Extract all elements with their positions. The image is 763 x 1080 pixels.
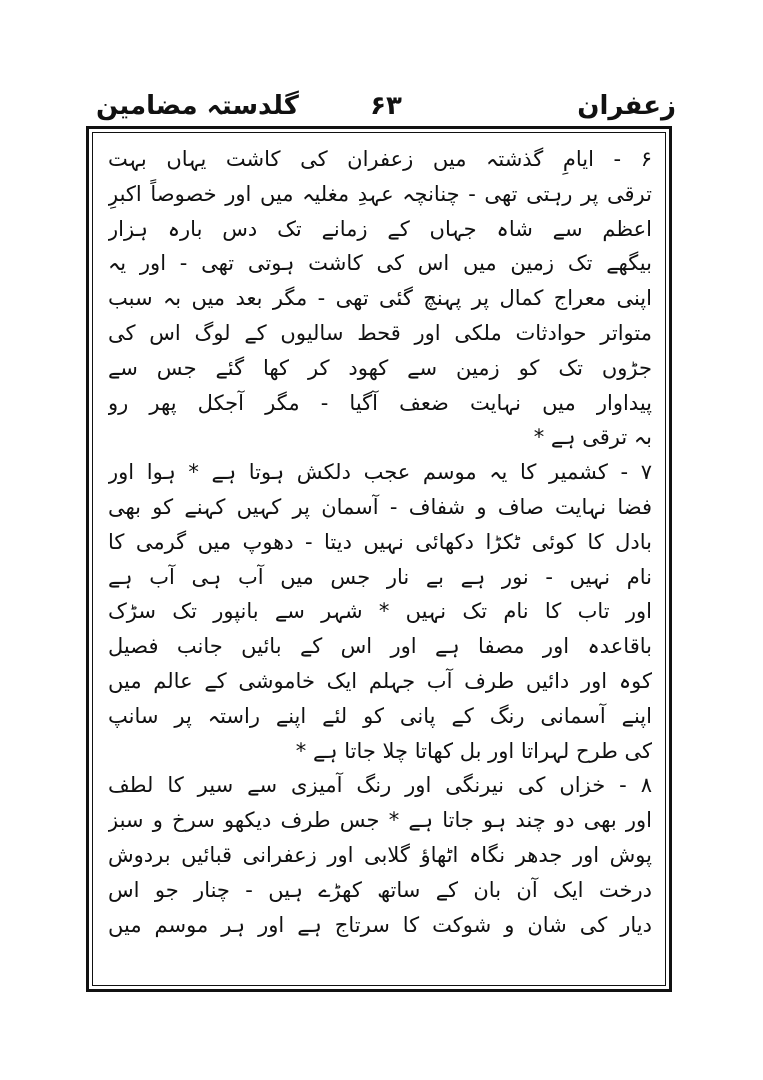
text-line: بیگھے تک زمین میں اس کی کاشت ہوتی تھی - اور یہ <box>108 251 652 276</box>
running-title-right: زعفران <box>577 91 676 121</box>
text-line: بادل کا کوئی ٹکڑا دکھائی نہیں دیتا - دھوپ میں گرمی کا <box>108 529 652 554</box>
text-line: اعظم سے شاہ جہاں کے زمانے تک دس بارہ ہزار <box>108 216 652 241</box>
text-line: ترقی پر رہتی تھی - چنانچہ عہدِ مغلیہ میں اور خصوصاً اکبرِ <box>108 181 652 206</box>
text-line: کی طرح لہراتا اور بل کھاتا چلا جاتا ہے * <box>295 738 652 763</box>
text-line: پیداوار میں نہایت ضعف آگیا - مگر آجکل پھر رو <box>108 390 652 415</box>
page-header <box>96 88 676 128</box>
page-number: ۶۳ <box>370 91 402 121</box>
text-line: ۶ - ایامِ گذشتہ میں زعفران کی کاشت یہاں بہت <box>108 147 652 171</box>
text-line: ۷ - کشمیر کا یہ موسم عجب دلکش ہوتا ہے * ہوا اور <box>108 460 652 485</box>
text-body <box>108 142 652 978</box>
text-line: باقاعدہ اور مصفا ہے اور اس کے بائیں جانب فصیل <box>108 634 652 659</box>
text-line: اور بھی دو چند ہو جاتا ہے * جس طرف دیکھو سرخ و سبز <box>108 808 652 833</box>
text-line: ۸ - خزاں کی نیرنگی اور رنگ آمیزی سے سیر کا لطف <box>108 773 652 798</box>
text-line: فضا نہایت صاف و شفاف - آسمان پر کہیں کہنے کو بھی <box>108 494 652 519</box>
text-line: اپنی معراج کمال پر پہنچ گئی تھی - مگر بعد میں بہ سبب <box>108 286 652 311</box>
text-line: درخت ایک آن بان کے ساتھ کھڑے ہیں - چنار جو اس <box>108 877 652 902</box>
text-line: دیار کی شان و شوکت کا سرتاج ہے اور ہر موسم میں <box>108 912 652 937</box>
text-line: پوش اور جدھر نگاہ اٹھاؤ گلابی اور زعفرانی قبائیں بردوش <box>108 842 652 867</box>
text-line: متواتر حوادثات ملکی اور قحط سالیوں کے لوگ اس کی <box>108 320 652 345</box>
text-line: جڑوں تک کو زمین سے کھود کر کھا گئے جس سے <box>108 355 652 380</box>
running-title-left: گلدستہ مضامین <box>96 91 299 121</box>
text-line: اور تاب کا نام تک نہیں * شہر سے بانپور تک سڑک <box>108 599 652 624</box>
text-line: نام نہیں - نور ہے بے نار جس میں آب ہی آب ہے <box>108 564 652 589</box>
text-line: اپنے آسمانی رنگ کے پانی کو لئے اپنے راستہ پر سانپ <box>108 703 652 728</box>
text-line: کوہ اور دائیں طرف آب جہلم ایک خاموشی کے عالم میں <box>108 668 652 693</box>
text-line: بہ ترقی ہے * <box>533 425 652 450</box>
